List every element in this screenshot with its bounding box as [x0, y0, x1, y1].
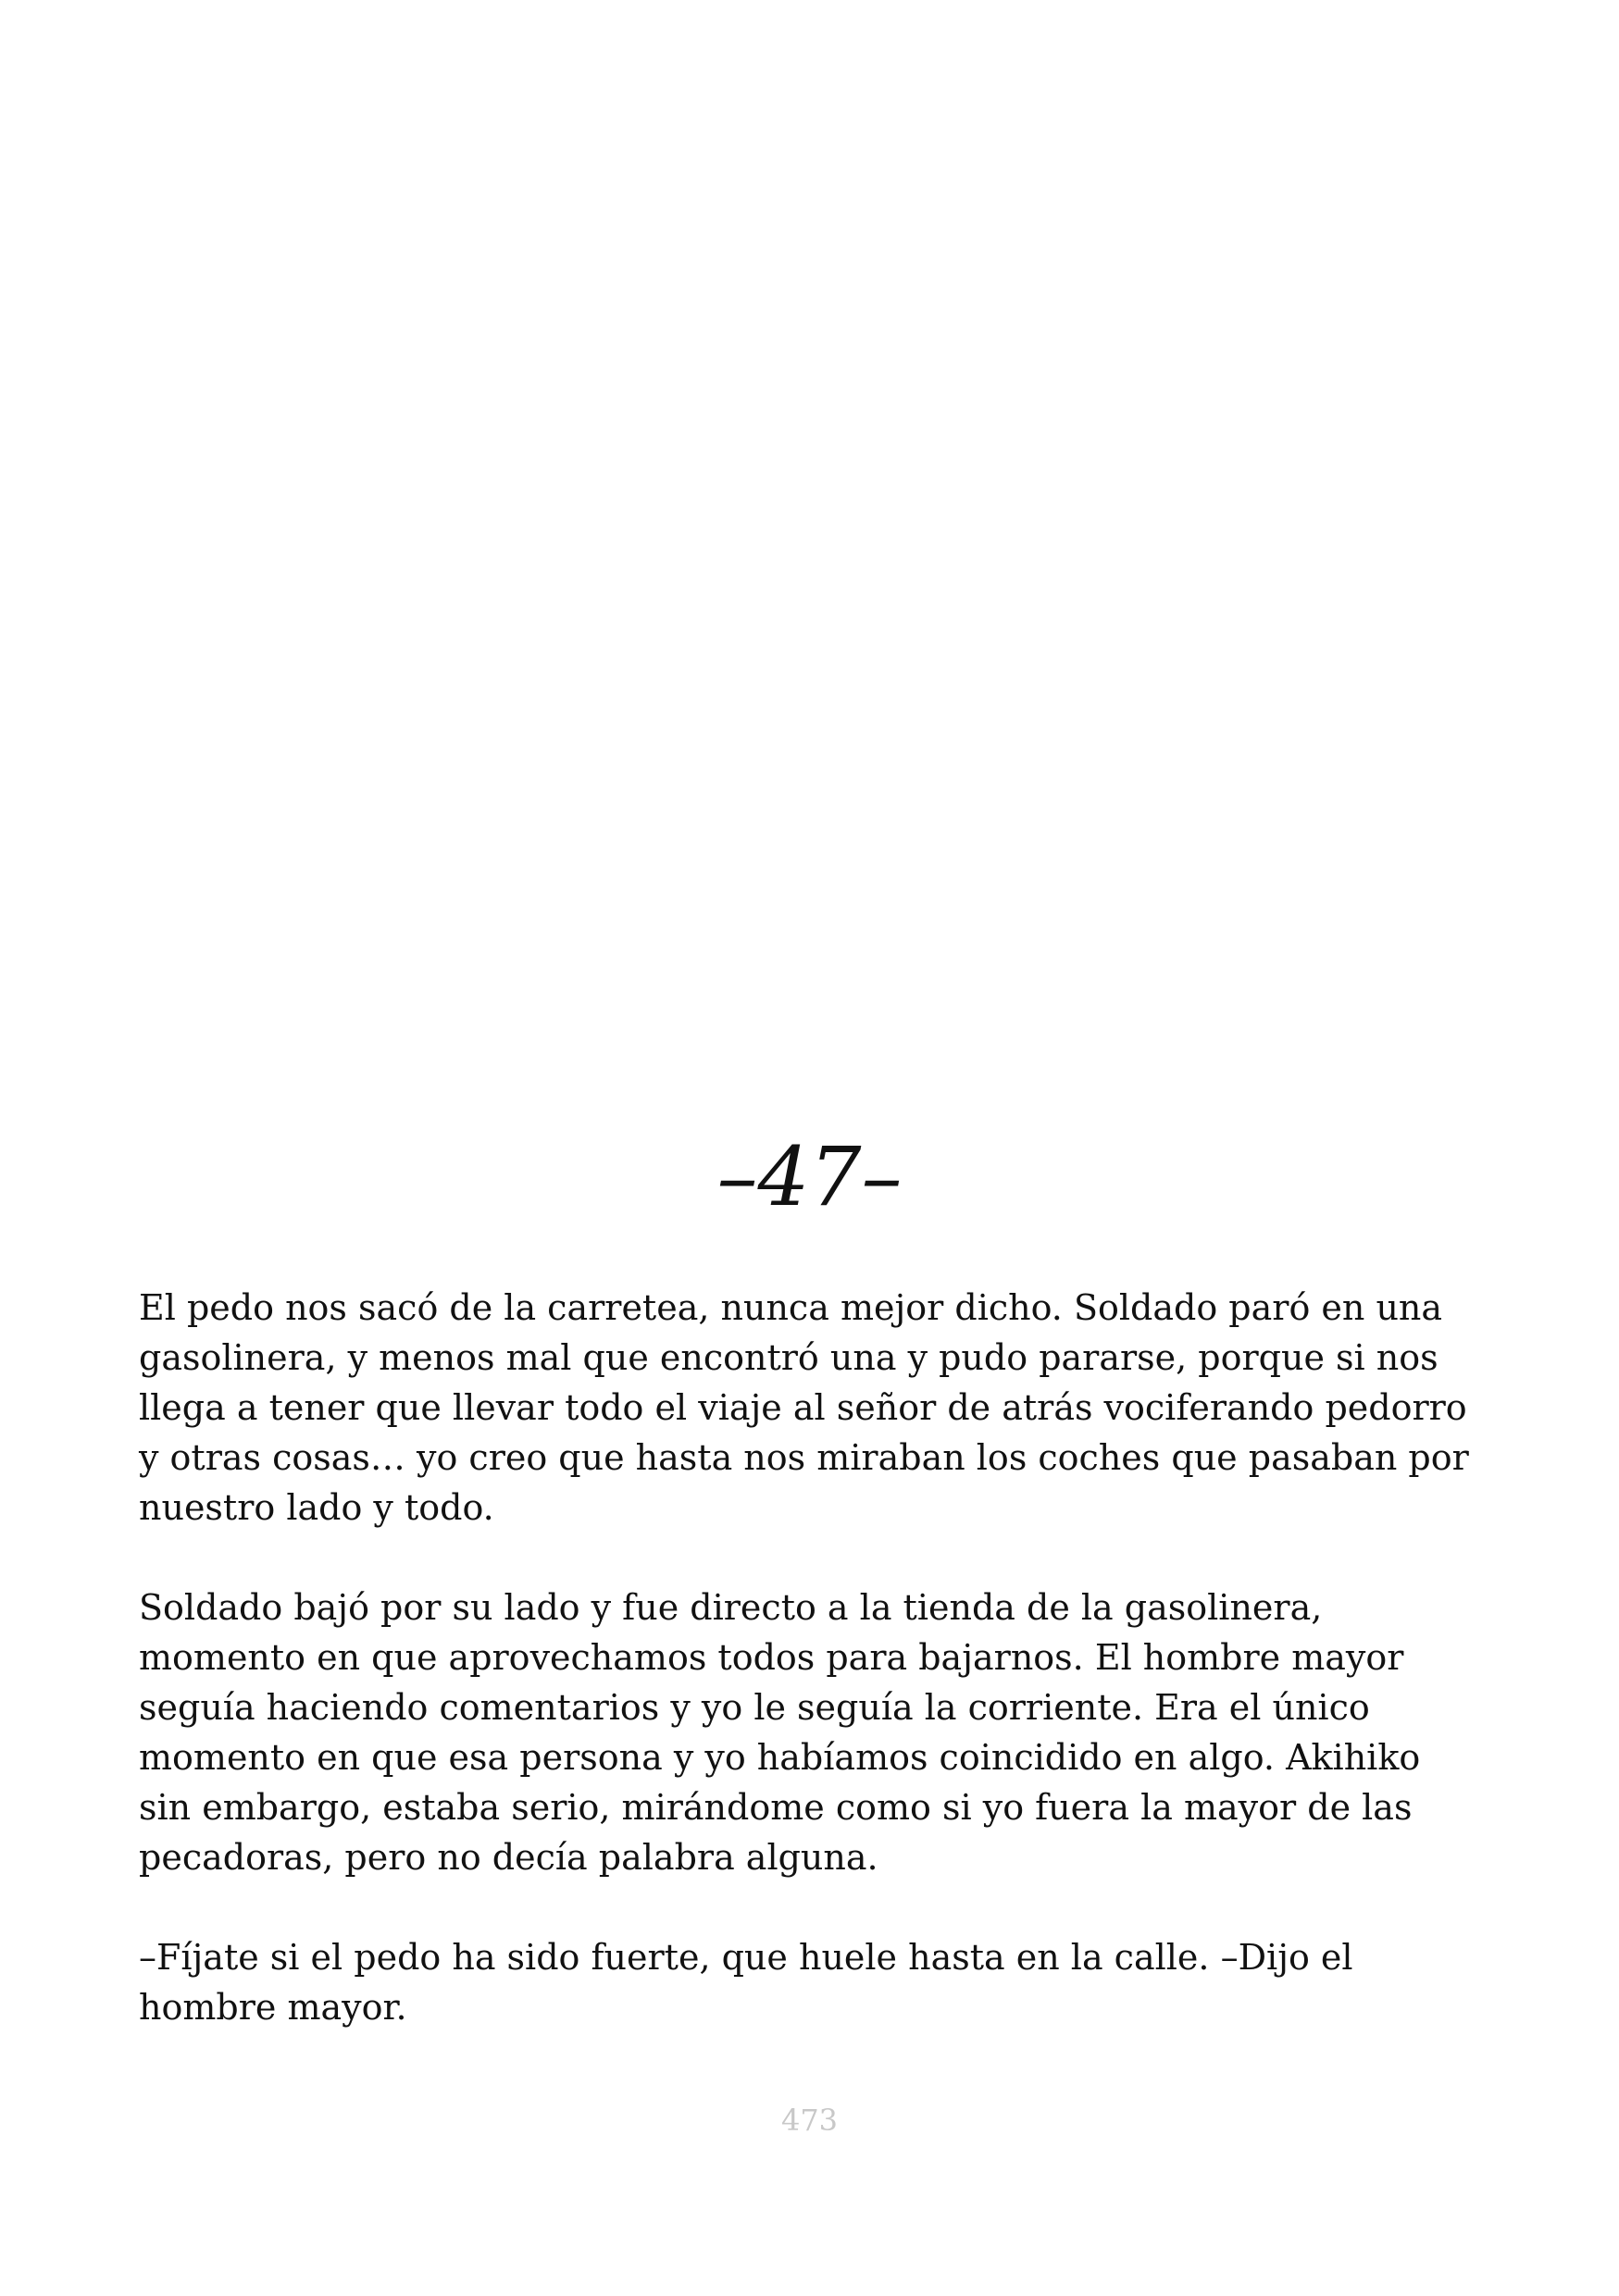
page-number: 473: [780, 2103, 839, 2138]
chapter-title: –47–: [716, 1129, 903, 1224]
text-line: nuestro lado y todo.: [139, 1487, 494, 1528]
chapter-body: [139, 1283, 1490, 2082]
text-line: sin embargo, estaba serio, mirándome como si yo fuera la mayor de las: [139, 1787, 1413, 1828]
paragraph-2: [139, 1582, 1490, 1882]
text-line: momento en que esa persona y yo habíamos coincidido en algo. Akihiko: [139, 1737, 1421, 1778]
text-line: Soldado bajó por su lado y fue directo a la tienda de la gasolinera,: [139, 1587, 1323, 1628]
text-line: momento en que aprovechamos todos para bajarnos. El hombre mayor: [139, 1637, 1404, 1678]
text-line: El pedo nos sacó de la carretea, nunca mejor dicho. Soldado paró en una: [139, 1287, 1443, 1328]
text-line: hombre mayor.: [139, 1987, 407, 2028]
text-line: seguía haciendo comentarios y yo le seguía la corriente. Era el único: [139, 1687, 1370, 1728]
text-line: llega a tener que llevar todo el viaje al señor de atrás vociferando pedorro: [139, 1387, 1467, 1428]
paragraph-1: [139, 1283, 1490, 1533]
text-line: pecadoras, pero no decía palabra alguna.: [139, 1837, 878, 1878]
text-line: gasolinera, y menos mal que encontró una y pudo pararse, porque si nos: [139, 1337, 1438, 1378]
text-line: y otras cosas… yo creo que hasta nos miraban los coches que pasaban por: [139, 1437, 1469, 1478]
paragraph-3: [139, 1932, 1490, 2032]
text-line: –Fíjate si el pedo ha sido fuerte, que huele hasta en la calle. –Dijo el: [139, 1937, 1353, 1978]
